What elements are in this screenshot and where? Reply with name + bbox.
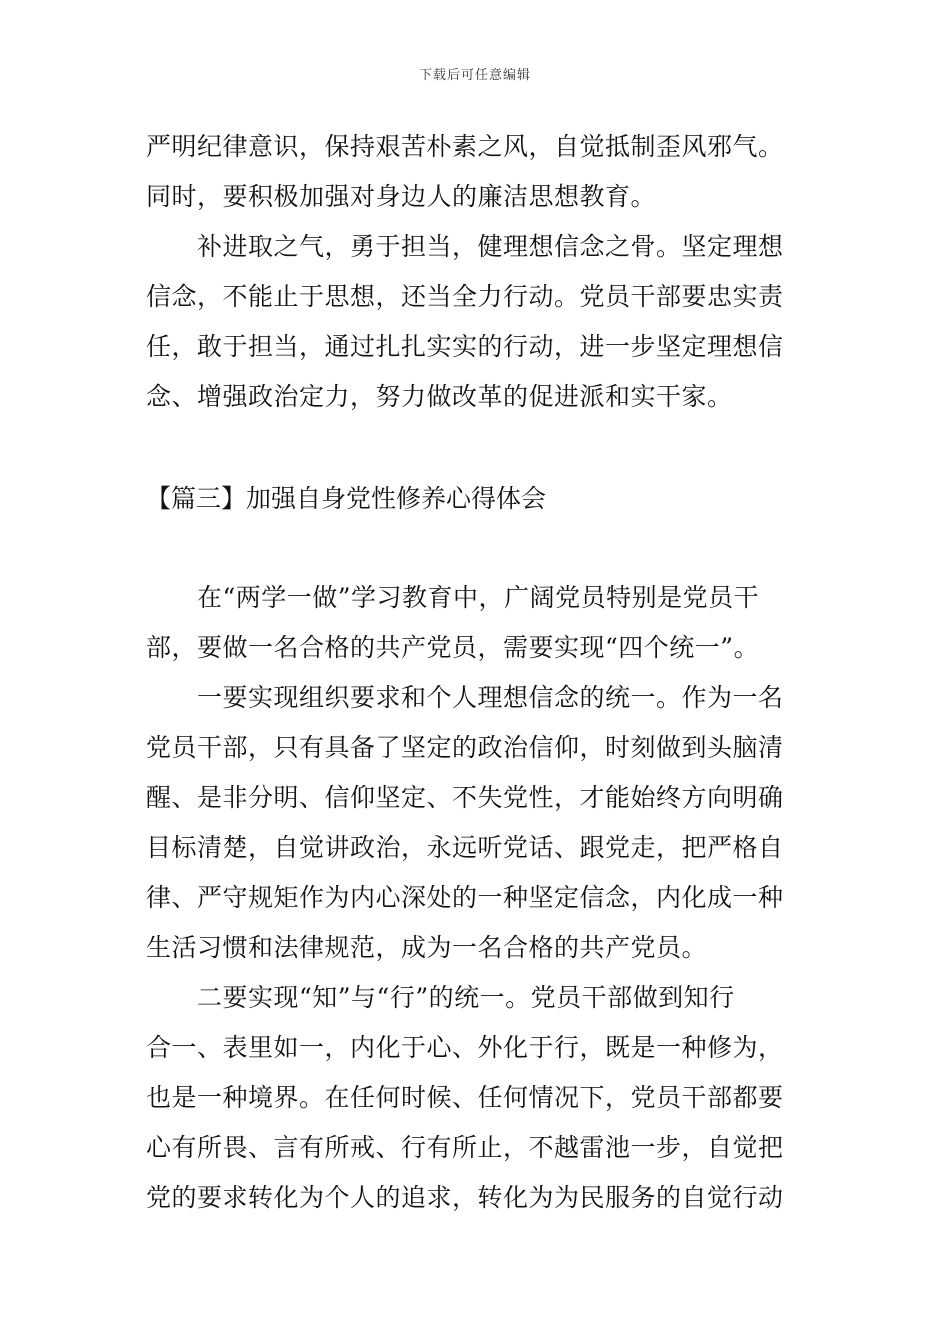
body-text-top bbox=[146, 122, 810, 422]
text-line: 同时，要积极加强对身边人的廉洁思想教育。 bbox=[146, 182, 657, 211]
paragraph bbox=[146, 122, 810, 222]
text-line: 合一、表里如一，内化于心、外化于行，既是一种修为， bbox=[146, 1033, 784, 1062]
text-line: 信念，不能止于思想，还当全力行动。党员干部要忠实责 bbox=[146, 282, 784, 311]
page-header: 下载后可任意编辑 bbox=[418, 68, 531, 83]
text-line: 任，敢于担当，通过扎扎实实的行动，进一步坚定理想信 bbox=[146, 332, 784, 361]
text-line: 严明纪律意识，保持艰苦朴素之风，自觉抵制歪风邪气。 bbox=[146, 132, 784, 161]
text-line: 在“两学一做”学习教育中，广阔党员特别是党员干 bbox=[197, 583, 760, 612]
text-line: 目标清楚，自觉讲政治，永远听党话、跟党走，把严格自 bbox=[146, 833, 784, 862]
text-line: 醒、是非分明、信仰坚定、不失党性，才能始终方向明确 bbox=[146, 783, 784, 812]
text-line: 二要实现“知”与“行”的统一。党员干部做到知行 bbox=[197, 983, 735, 1012]
text-line: 部，要做一名合格的共产党员，需要实现“四个统一”。 bbox=[146, 633, 760, 662]
text-line: 心有所畏、言有所戒、行有所止，不越雷池一步，自觉把 bbox=[146, 1133, 784, 1162]
text-line: 补进取之气，勇于担当，健理想信念之骨。坚定理想 bbox=[197, 232, 784, 261]
text-line: 也是一种境界。在任何时候、任何情况下，党员干部都要 bbox=[146, 1083, 784, 1112]
body-text-bottom bbox=[146, 573, 810, 1223]
paragraph bbox=[146, 973, 810, 1223]
text-line: 念、增强政治定力，努力做改革的促进派和实干家。 bbox=[146, 382, 733, 411]
paragraph bbox=[146, 673, 810, 973]
paragraph bbox=[146, 573, 810, 673]
text-line: 一要实现组织要求和个人理想信念的统一。作为一名 bbox=[197, 683, 784, 712]
text-line: 生活习惯和法律规范，成为一名合格的共产党员。 bbox=[146, 933, 708, 962]
text-line: 律、严守规矩作为内心深处的一种坚定信念，内化成一种 bbox=[146, 883, 784, 912]
text-line: 党员干部，只有具备了坚定的政治信仰，时刻做到头脑清 bbox=[146, 733, 784, 762]
paragraph bbox=[146, 222, 810, 422]
section-title: 【篇三】加强自身党性修养心得体会 bbox=[146, 484, 547, 513]
text-line: 党的要求转化为个人的追求，转化为为民服务的自觉行动 bbox=[146, 1183, 784, 1212]
